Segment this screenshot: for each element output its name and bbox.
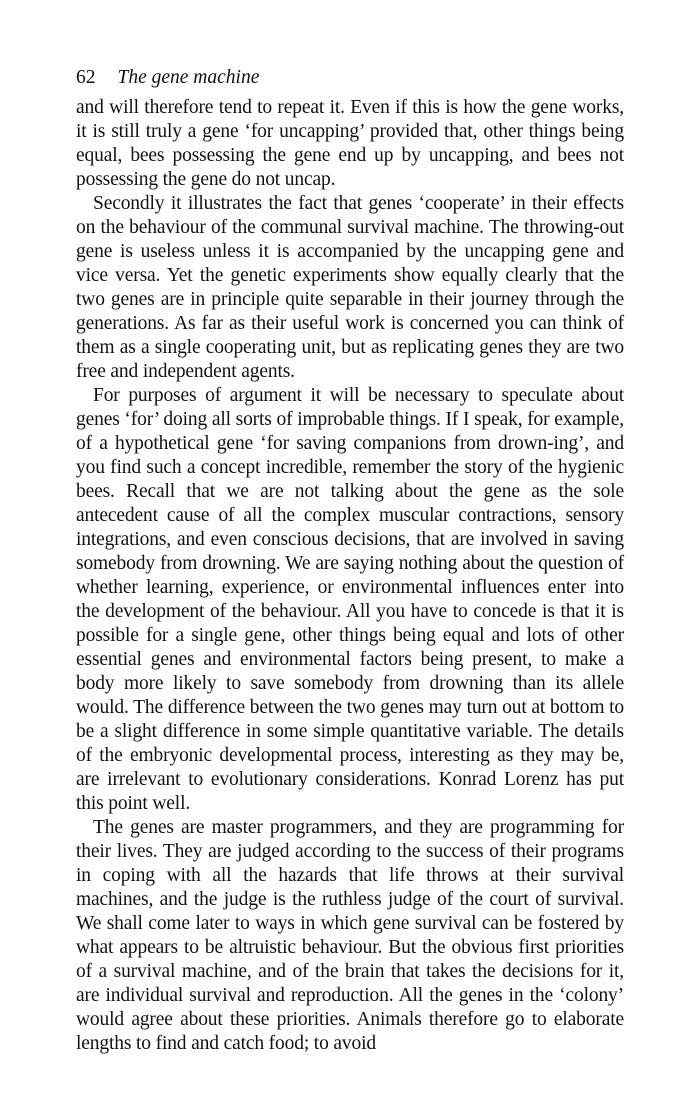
running-head bbox=[76, 66, 624, 96]
paragraph-master-programmers: The genes are master programmers, and they are programming for their lives. They are judged according to the success of their programs in coping with all the hazards that life throws at their survival machines, and the judge is the ruthless judge of the court of survival. We shall come later to ways in which gene survival can be fostered by what appears to be altruistic behaviour. But the obvious first priorities of a survival machine, and of the brain that takes the decisions for it, are individual survival and reproduction. All the genes in the ‘colony’ would agree about these priorities. Animals therefore go to elaborate lengths to find and catch food; to avoid bbox=[76, 817, 624, 1054]
paragraph-speculate-genes: For purposes of argument it will be necessary to speculate about genes ‘for’ doing all sorts of improbable things. If I speak, for example, of a hypothetical gene ‘for saving companions from drown-ing’, and you find such a concept incredible, remember the story of the hygienic bees. Recall that we are not talking about the gene as the sole antecedent cause of all the complex muscular contractions, sensory integrations, and even conscious decisions, that are involved in saving somebody from drowning. We are saying nothing about the question of whether learning, experience, or environmental influences enter into the development of the behaviour. All you have to concede is that it is possible for a single gene, other things being equal and lots of other essential genes and environmental factors being present, to make a body more likely to save somebody from drowning than its allele would. The difference between the two genes may turn out at bottom to be a slight difference in some simple quantitative variable. The details of the embryonic developmental process, interesting as they may be, are irrelevant to evolutionary considerations. Konrad Lorenz has put this point well. bbox=[76, 385, 624, 814]
book-page bbox=[76, 66, 624, 1056]
body-text bbox=[76, 96, 624, 1056]
page-number: 62 bbox=[76, 67, 96, 88]
paragraph-genes-cooperate: Secondly it illustrates the fact that genes ‘cooperate’ in their effects on the behaviour of the communal survival machine. The throwing-out gene is useless unless it is accompanied by the uncapping gene and vice versa. Yet the genetic experiments show equally clearly that the two genes are in principle quite separable in their journey through the generations. As far as their useful work is concerned you can think of them as a single cooperating unit, but as replicating genes they are two free and independent agents. bbox=[76, 193, 624, 382]
paragraph-continuation: and will therefore tend to repeat it. Even if this is how the gene works, it is still truly a gene ‘for uncapping’ provided that, other things being equal, bees possessing the gene end up by uncapping, and bees not possessing the gene do not uncap. bbox=[76, 97, 624, 190]
running-title: The gene machine bbox=[117, 67, 260, 88]
